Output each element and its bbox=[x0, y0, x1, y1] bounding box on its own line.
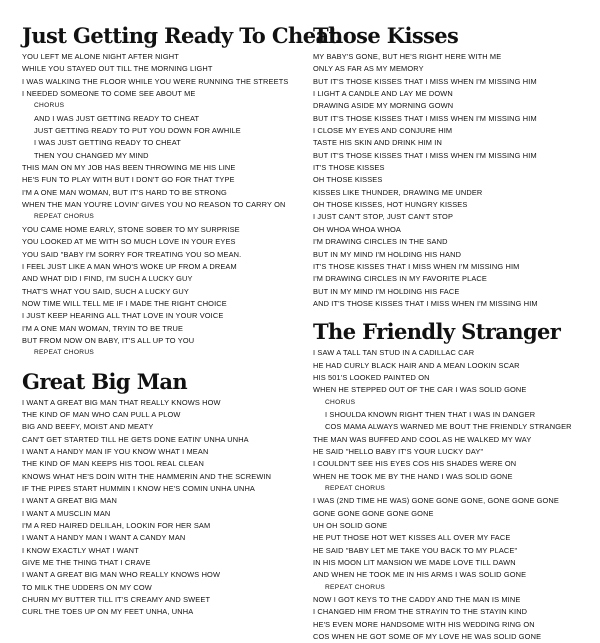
lyric-line: WHEN HE STEPPED OUT OF THE CAR I WAS SOLID GONE bbox=[313, 385, 527, 395]
lyric-line: TASTE HIS SKIN AND DRINK HIM IN bbox=[313, 138, 442, 148]
lyric-line: OH WHOA WHOA WHOA bbox=[313, 224, 401, 234]
lyric-line: I NEEDED SOMEONE TO COME SEE ABOUT ME bbox=[22, 89, 196, 99]
chorus-marker: REPEAT CHORUS bbox=[34, 213, 95, 221]
lyric-line: HE SAID "HELLO BABY IT'S YOUR LUCKY DAY" bbox=[313, 446, 484, 456]
lyric-line: BUT IT'S THOSE KISSES THAT I MISS WHEN I'M MISSING HIM bbox=[313, 113, 537, 123]
lyric-line: HIS 501'S LOOKED PAINTED ON bbox=[313, 372, 430, 382]
lyric-line: I JUST KEEP HEARING ALL THAT LOVE IN YOUR VOICE bbox=[22, 311, 224, 321]
lyric-line: MY BABY'S GONE, BUT HE'S RIGHT HERE WITH ME bbox=[313, 52, 502, 61]
song-title: The Friendly Stranger bbox=[313, 319, 561, 345]
lyrics-block bbox=[22, 51, 302, 360]
lyric-line: IT'S THOSE KISSES bbox=[313, 163, 385, 173]
lyric-line: YOU LOOKED AT ME WITH SO MUCH LOVE IN YOUR EYES bbox=[22, 237, 236, 247]
song-title: Just Getting Ready To Cheat bbox=[22, 23, 338, 48]
chorus-marker: REPEAT CHORUS bbox=[34, 349, 95, 357]
lyric-line: ONLY AS FAR AS MY MEMORY bbox=[313, 64, 424, 74]
lyric-line: KNOWS WHAT HE'S DOIN WITH THE HAMMERIN AND THE SCREWIN bbox=[22, 471, 272, 481]
lyric-line: IT'S THOSE KISSES THAT I MISS WHEN I'M MISSING HIM bbox=[313, 261, 520, 271]
lyric-line: IN HIS MOON LIT MANSION WE MADE LOVE TILL DAWN bbox=[313, 558, 516, 568]
right-column bbox=[313, 18, 593, 643]
lyric-line: I WANT A HANDY MAN IF YOU KNOW WHAT I MEAN bbox=[22, 446, 209, 456]
lyric-line: BIG AND BEEFY, MOIST AND MEATY bbox=[22, 422, 154, 432]
chorus-marker: REPEAT CHORUS bbox=[325, 583, 386, 591]
lyric-line: THEN YOU CHANGED MY MIND bbox=[34, 150, 149, 160]
lyric-line: I LIGHT A CANDLE AND LAY ME DOWN bbox=[313, 89, 453, 99]
lyrics-block bbox=[22, 397, 302, 619]
chorus-marker: REPEAT CHORUS bbox=[325, 485, 386, 492]
lyric-line: THE KIND OF MAN KEEPS HIS TOOL REAL CLEAN bbox=[22, 459, 204, 469]
lyric-line: I SHOULDA KNOWN RIGHT THEN THAT I WAS IN DANGER bbox=[325, 409, 536, 419]
lyric-line: YOU CAME HOME EARLY, STONE SOBER TO MY SURPRISE bbox=[22, 224, 240, 234]
lyric-line: I'M A ONE MAN WOMAN, TRYIN TO BE TRUE bbox=[22, 323, 184, 333]
song-title: Those Kisses bbox=[313, 23, 459, 48]
lyric-line: OH THOSE KISSES bbox=[313, 175, 383, 185]
lyric-line: I WANT A GREAT BIG MAN THAT REALLY KNOWS HOW bbox=[22, 397, 221, 407]
lyric-line: I WANT A HANDY MAN I WANT A CANDY MAN bbox=[22, 533, 186, 543]
lyric-line: KISSES LIKE THUNDER, DRAWING ME UNDER bbox=[313, 187, 483, 197]
lyric-line: IF THE PIPES START HUMMIN I KNOW HE'S COMIN UNHA UNHA bbox=[22, 484, 256, 493]
lyric-line: I KNOW EXACTLY WHAT I WANT bbox=[22, 545, 139, 555]
lyric-line: BUT FROM NOW ON BABY, IT'S ALL UP TO YOU bbox=[22, 335, 195, 345]
lyric-line: WHEN HE TOOK ME BY THE HAND I WAS SOLID GONE bbox=[313, 471, 513, 481]
lyric-line: OH THOSE KISSES, HOT HUNGRY KISSES bbox=[313, 200, 468, 210]
lyric-line: I'M A ONE MAN WOMAN, BUT IT'S HARD TO BE STRONG bbox=[22, 187, 227, 197]
chorus-marker: CHORUS bbox=[34, 102, 65, 110]
lyric-line: I CHANGED HIM FROM THE STRAYIN TO THE STAYIN KIND bbox=[313, 607, 528, 617]
lyric-line: CAN'T GET STARTED TILL HE GETS DONE EATIN' UNHA UNHA bbox=[22, 434, 249, 444]
lyric-line: WHEN THE MAN YOU'RE LOVIN' GIVES YOU NO REASON TO CARRY ON bbox=[22, 200, 286, 210]
lyric-line: I FEEL JUST LIKE A MAN WHO'S WOKE UP FROM A DREAM bbox=[22, 261, 237, 271]
lyric-line: GIVE ME THE THING THAT I CRAVE bbox=[22, 558, 151, 568]
lyric-line: I WANT A GREAT BIG MAN bbox=[22, 496, 118, 506]
lyric-line: THIS MAN ON MY JOB HAS BEEN THROWING ME HIS LINE bbox=[22, 163, 236, 173]
chorus-marker: CHORUS bbox=[325, 398, 356, 406]
lyric-line: I WAS JUST GETTING READY TO CHEAT bbox=[34, 138, 181, 148]
lyric-line: TO MILK THE UDDERS ON MY COW bbox=[22, 582, 152, 592]
lyric-line: THE MAN WAS BUFFED AND COOL AS HE WALKED MY WAY bbox=[313, 434, 532, 444]
lyric-line: AND I WAS JUST GETTING READY TO CHEAT bbox=[34, 113, 200, 123]
lyric-line: DRAWING ASIDE MY MORNING GOWN bbox=[313, 101, 454, 111]
lyrics-block bbox=[313, 51, 593, 310]
lyric-line: I WANT A MUSCLIN MAN bbox=[22, 508, 111, 518]
lyric-line: HE HAD CURLY BLACK HAIR AND A MEAN LOOKIN SCAR bbox=[313, 360, 520, 370]
lyric-line: AND WHAT DID I FIND, I'M SUCH A LUCKY GUY bbox=[22, 274, 193, 284]
lyric-line: I'M DRAWING CIRCLES IN THE SAND bbox=[313, 237, 448, 247]
left-column bbox=[22, 18, 338, 619]
lyric-line: YOU SAID "BABY I'M SORRY FOR TREATING YOU SO MEAN. bbox=[22, 249, 242, 259]
lyric-line: BUT IT'S THOSE KISSES THAT I MISS WHEN I'M MISSING HIM bbox=[313, 76, 537, 86]
lyric-line: BUT IT'S THOSE KISSES THAT I MISS WHEN I'M MISSING HIM bbox=[313, 150, 537, 160]
lyric-line: I'M A RED HAIRED DELILAH, LOOKIN FOR HER SAM bbox=[22, 521, 211, 531]
lyric-line: THE KIND OF MAN WHO CAN PULL A PLOW bbox=[22, 409, 181, 419]
lyric-line: I CLOSE MY EYES AND CONJURE HIM bbox=[313, 126, 453, 136]
lyric-line: I JUST CAN'T STOP, JUST CAN'T STOP bbox=[313, 212, 454, 222]
lyric-line: I WAS (2ND TIME HE WAS) GONE GONE GONE, GONE GONE GONE bbox=[313, 496, 559, 506]
lyric-line: HE'S EVEN MORE HANDSOME WITH HIS WEDDING RING ON bbox=[313, 619, 535, 629]
lyric-line: BUT IN MY MIND I'M HOLDING HIS FACE bbox=[313, 286, 460, 296]
lyric-line: JUST GETTING READY TO PUT YOU DOWN FOR AWHILE bbox=[34, 126, 241, 136]
lyric-line: NOW I GOT KEYS TO THE CADDY AND THE MAN IS MINE bbox=[313, 595, 521, 605]
lyric-line: CHURN MY BUTTER TILL IT'S CREAMY AND SWEET bbox=[22, 595, 211, 605]
lyric-line: I'M DRAWING CIRCLES IN MY FAVORITE PLACE bbox=[313, 274, 487, 284]
lyric-line: CURL THE TOES UP ON MY FEET UNHA, UNHA bbox=[22, 607, 194, 617]
lyric-line: BUT IN MY MIND I'M HOLDING HIS HAND bbox=[313, 249, 462, 259]
lyric-line: I SAW A TALL TAN STUD IN A CADILLAC CAR bbox=[313, 348, 475, 358]
lyric-line: COS MAMA ALWAYS WARNED ME BOUT THE FRIENDLY STRANGER bbox=[325, 422, 572, 432]
lyric-line: THAT'S WHAT YOU SAID, SUCH A LUCKY GUY bbox=[22, 286, 189, 296]
lyrics-block bbox=[313, 347, 593, 643]
lyric-line: AND IT'S THOSE KISSES THAT I MISS WHEN I'M MISSING HIM bbox=[313, 298, 538, 308]
lyric-line: HE SAID "BABY LET ME TAKE YOU BACK TO MY PLACE" bbox=[313, 545, 518, 555]
song-title: Great Big Man bbox=[22, 368, 188, 394]
lyric-line: NOW TIME WILL TELL ME IF I MADE THE RIGHT CHOICE bbox=[22, 298, 227, 308]
lyric-line: HE PUT THOSE HOT WET KISSES ALL OVER MY FACE bbox=[313, 533, 511, 543]
lyric-line: I WANT A GREAT BIG MAN WHO REALLY KNOWS HOW bbox=[22, 570, 221, 580]
lyric-line: I WAS WALKING THE FLOOR WHILE YOU WERE RUNNING THE STREETS bbox=[22, 76, 289, 86]
lyric-line: UH OH SOLID GONE bbox=[313, 521, 388, 531]
lyric-line: YOU LEFT ME ALONE NIGHT AFTER NIGHT bbox=[22, 52, 179, 61]
lyric-line: I COULDN'T SEE HIS EYES COS HIS SHADES WERE ON bbox=[313, 459, 517, 469]
lyric-line: GONE GONE GONE GONE GONE bbox=[313, 508, 434, 518]
lyric-line: COS WHEN HE GOT SOME OF MY LOVE HE WAS SOLID GONE bbox=[313, 632, 542, 642]
lyric-line: HE'S FUN TO PLAY WITH BUT I DON'T GO FOR THAT TYPE bbox=[22, 175, 235, 185]
lyric-line: AND WHEN HE TOOK ME IN HIS ARMS I WAS SOLID GONE bbox=[313, 570, 527, 580]
lyric-line: WHILE YOU STAYED OUT TILL THE MORNING LIGHT bbox=[22, 64, 213, 74]
